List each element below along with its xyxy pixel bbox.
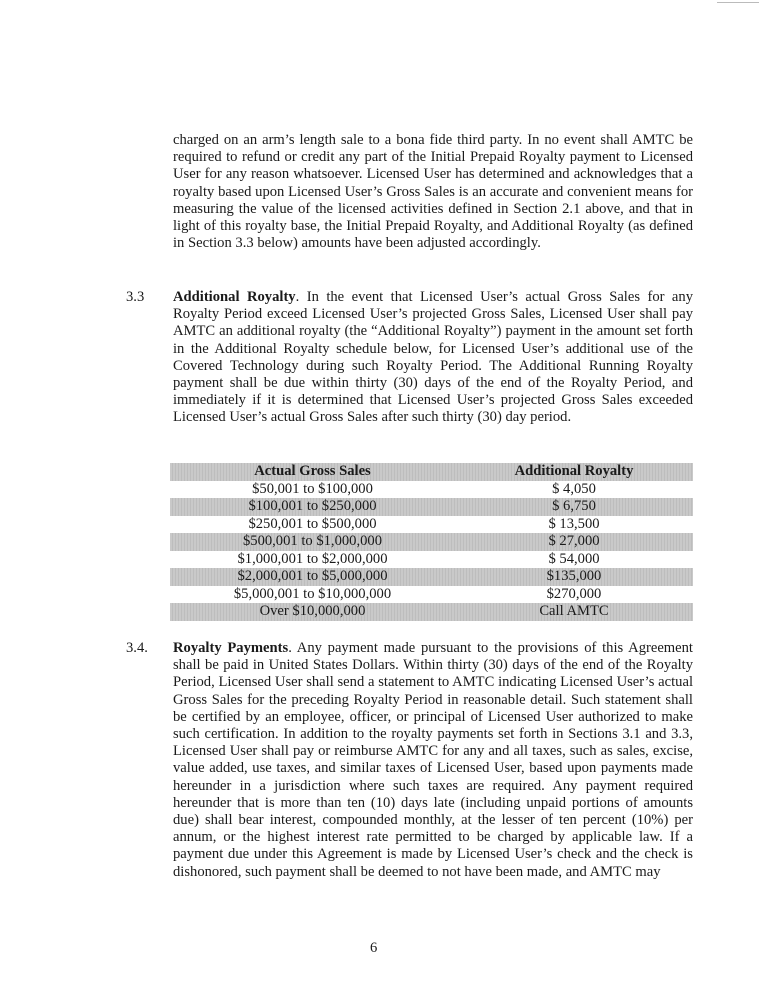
table-row xyxy=(170,498,693,516)
royalty-cell: $ 6,750 xyxy=(455,498,693,516)
section-3-3 xyxy=(173,289,693,427)
gross-sales-cell: $500,001 to $1,000,000 xyxy=(170,533,455,551)
royalty-cell: $ 13,500 xyxy=(548,515,600,532)
scan-edge-mark xyxy=(717,2,759,3)
royalty-cell: $ 27,000 xyxy=(455,533,693,551)
royalty-cell: Call AMTC xyxy=(455,603,693,621)
royalty-cell: $135,000 xyxy=(455,568,693,586)
table-row xyxy=(170,533,693,551)
section-3-4 xyxy=(173,640,693,881)
gross-sales-cell: $100,001 to $250,000 xyxy=(170,498,455,516)
header-additional-royalty: Additional Royalty xyxy=(455,463,693,481)
section-3-3-number: 3.3 xyxy=(126,289,145,305)
royalty-cell: $270,000 xyxy=(546,585,602,602)
section-3-4-number: 3.4. xyxy=(126,640,148,656)
table-row xyxy=(170,568,693,586)
section-3-3-heading: Additional Royalty xyxy=(173,289,296,305)
gross-sales-cell: $2,000,001 to $5,000,000 xyxy=(170,568,455,586)
additional-royalty-table xyxy=(170,463,693,621)
table-row xyxy=(170,603,693,621)
royalty-cell: $ 4,050 xyxy=(552,480,596,497)
table-row xyxy=(170,551,693,569)
table-row xyxy=(170,586,693,604)
intro-paragraph: charged on an arm’s length sale to a bona fide third party. In no event shall AMTC be required to refund or credit any part of the Initial Prepaid Royalty payment to Licensed User for any reason whatsoever. Licensed User has determined and acknowledges that a royalty based upon Licensed User’s Gross Sales is an accurate and convenient means for measuring the value of the licensed activities defined in Section 2.1 above, and that in light of this royalty base, the Initial Prepaid Royalty, and Additional Royalty (as defined in Section 3.3 below) amounts have been adjusted accordingly. xyxy=(173,132,693,252)
section-3-3-body: . In the event that Licensed User’s actual Gross Sales for any Royalty Period exceed Licensed User’s projected Gross Sales, Licensed User shall pay AMTC an additional royalty (the “Additional Royalty”) payment in the amount set forth in the Additional Royalty schedule below, for Licensed User’s additional use of the Covered Technology during such Royalty Period. The Additional Running Royalty payment shall be due within thirty (30) days of the end of the Royalty Period, and immediately if it is determined that Licensed User’s projected Gross Sales exceeded Licensed User’s actual Gross Sales after such thirty (30) day period. xyxy=(173,289,694,426)
table-row xyxy=(170,481,693,499)
gross-sales-cell: Over $10,000,000 xyxy=(170,603,455,621)
gross-sales-cell: $1,000,001 to $2,000,000 xyxy=(237,550,388,567)
section-3-4-heading: Royalty Payments xyxy=(173,640,289,656)
header-actual-gross-sales: Actual Gross Sales xyxy=(170,463,455,481)
table-header-row xyxy=(170,463,693,481)
section-3-4-body: . Any payment made pursuant to the provisions of this Agreement shall be paid in United States Dollars. Within thirty (30) days of the end of the Royalty Period, Licensed User shall send a statement to AMTC indicating Licensed User’s actual Gross Sales for the preceding Royalty Period in reasonable detail. Such statement shall be certified by an employee, officer, or principal of Licensed User authorized to make such certification. In addition to the royalty payments set forth in Sections 3.1 and 3.3, Licensed User shall pay or reimburse AMTC for any and all taxes, such as sales, excise, value added, use taxes, and similar taxes of Licensed User, based upon payments made hereunder in a jurisdiction where such taxes are required. Any payment required hereunder that is more than ten (10) days late (including unpaid portions of amounts due) shall bear interest, compounded monthly, at the lesser of ten percent (10%) per annum, or the highest interest rate permitted to be charged by applicable law. If a payment due under this Agreement is made by Licensed User’s check and the check is dishonored, such payment shall be deemed to not have been made, and AMTC may xyxy=(173,640,693,880)
gross-sales-cell: $250,001 to $500,000 xyxy=(248,515,377,532)
gross-sales-cell: $50,001 to $100,000 xyxy=(252,480,373,497)
royalty-cell: $ 54,000 xyxy=(548,550,600,567)
page-number: 6 xyxy=(370,940,378,956)
table-row xyxy=(170,516,693,534)
gross-sales-cell: $5,000,001 to $10,000,000 xyxy=(233,585,392,602)
